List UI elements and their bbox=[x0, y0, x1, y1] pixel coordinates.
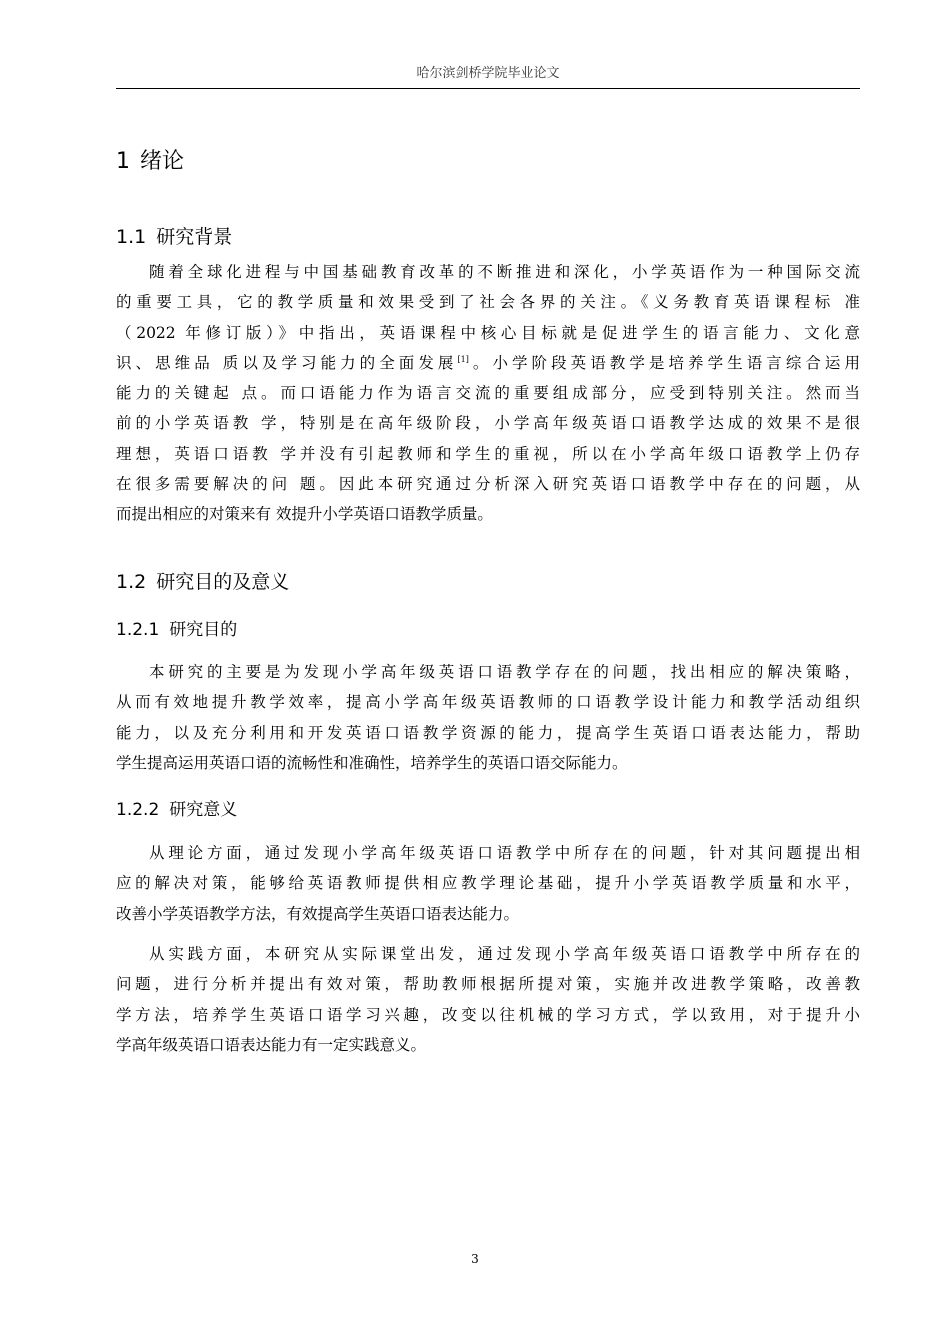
text-line: 问题，进行分析并提出有效对策，帮助教师根据所提对策，实施并改进教学策略，改善教 bbox=[116, 975, 860, 994]
subsection-heading-1-2-2 bbox=[116, 797, 237, 823]
paragraph-theory bbox=[116, 838, 860, 929]
text-line: 学方法，培养学生英语口语学习兴趣，改变以往机械的学习方式，学以致用，对于提升小 bbox=[116, 1005, 860, 1024]
header-title: 哈尔滨剑桥学院毕业论文 bbox=[416, 66, 560, 81]
text-line: 能力的关键起 点。而口语能力作为语言交流的重要组成部分，应受到特别关注。然而当 bbox=[116, 384, 860, 403]
section-heading-1-2 bbox=[116, 568, 289, 596]
subsection-number: 1.2.2 bbox=[116, 800, 160, 820]
paragraph-background bbox=[116, 257, 860, 530]
text-line: 而提出相应的对策来有 效提升小学英语口语教学质量。 bbox=[116, 505, 493, 524]
subsection-title: 研究意义 bbox=[169, 800, 238, 820]
text-line bbox=[116, 348, 860, 378]
text-line: 从理论方面，通过发现小学高年级英语口语教学中所存在的问题，针对其问题提出相 bbox=[149, 844, 860, 862]
text-line: 本研究的主要是为发现小学高年级英语口语教学存在的问题，找出相应的解决策略， bbox=[149, 663, 860, 681]
page-header bbox=[116, 66, 860, 89]
section-title: 研究目的及意义 bbox=[156, 571, 290, 593]
section-number: 1.2 bbox=[116, 571, 147, 593]
text-line: 在很多需要解决的问 题。因此本研究通过分析深入研究英语口语教学中存在的问题，从 bbox=[116, 475, 860, 494]
text-segment: 。小学阶段英语教学是培养学生语言综合运用 bbox=[468, 353, 860, 372]
subsection-title: 研究目的 bbox=[169, 620, 238, 640]
section-number: 1.1 bbox=[116, 226, 147, 248]
section-title: 研究背景 bbox=[156, 226, 233, 248]
paragraph-practice bbox=[116, 939, 860, 1060]
text-line: 前的小学英语教 学，特别是在高年级阶段，小学高年级英语口语教学达成的效果不是很 bbox=[116, 414, 860, 433]
text-line: 从实践方面，本研究从实际课堂出发，通过发现小学高年级英语口语教学中所存在的 bbox=[149, 945, 860, 963]
subsection-number: 1.2.1 bbox=[116, 620, 160, 640]
text-line: 学生提高运用英语口语的流畅性和准确性，培养学生的英语口语交际能力。 bbox=[116, 753, 628, 772]
page-footer bbox=[0, 1252, 950, 1266]
text-segment: 识、思维品 质以及学习能力的全面发展 bbox=[116, 353, 458, 372]
text-line: 学高年级英语口语表达能力有一定实践意义。 bbox=[116, 1035, 427, 1054]
chapter-heading bbox=[116, 146, 184, 178]
text-line: （2022 年修订版）》中指出，英语课程中核心目标就是促进学生的语言能力、文化意 bbox=[116, 323, 860, 342]
citation-reference: [1] bbox=[457, 354, 469, 364]
page-number: 3 bbox=[471, 1252, 479, 1266]
chapter-title: 绪论 bbox=[140, 149, 185, 174]
text-line: 随着全球化进程与中国基础教育改革的不断推进和深化，小学英语作为一种国际交流 bbox=[149, 263, 860, 281]
text-line: 能力，以及充分利用和开发英语口语教学资源的能力，提高学生英语口语表达能力，帮助 bbox=[116, 723, 860, 742]
text-line: 从而有效地提升教学效率，提高小学高年级英语教师的口语教学设计能力和教学活动组织 bbox=[116, 693, 860, 712]
text-line: 应的解决对策，能够给英语教师提供相应教学理论基础，提升小学英语教学质量和水平， bbox=[116, 874, 860, 893]
subsection-heading-1-2-1 bbox=[116, 617, 237, 643]
text-line: 理想，英语口语教 学并没有引起教师和学生的重视，所以在小学高年级口语教学上仍存 bbox=[116, 444, 860, 463]
section-heading-1-1 bbox=[116, 223, 232, 251]
text-line: 的重要工具，它的教学质量和效果受到了社会各界的关注。《义务教育英语课程标 准 bbox=[116, 293, 860, 312]
chapter-number: 1 bbox=[116, 149, 130, 174]
paragraph-purpose bbox=[116, 657, 860, 778]
text-line: 改善小学英语教学方法，有效提高学生英语口语表达能力。 bbox=[116, 904, 520, 923]
